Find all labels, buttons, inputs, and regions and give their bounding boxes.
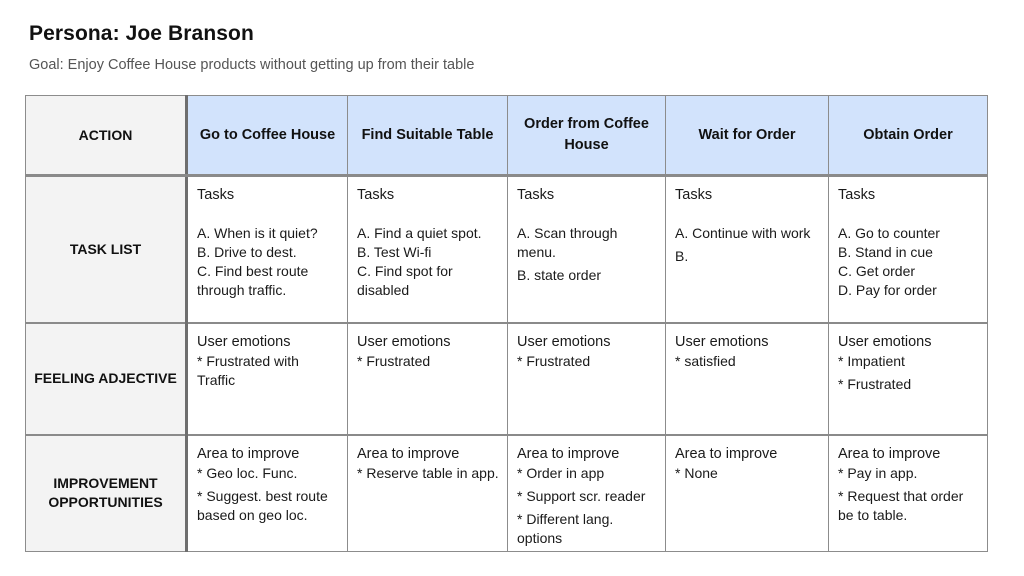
cell-heading: User emotions [357,333,451,350]
cell-heading: User emotions [675,333,769,350]
feeling-cell [829,323,988,435]
improvement-item: * Order in app [517,464,605,481]
task-item: B. Stand in cue [838,244,933,260]
stage-header: Go to Coffee House [187,96,348,176]
task-item: B. [675,248,689,264]
cell-heading: Tasks [675,187,713,203]
improvement-item: * Support scr. reader [517,487,646,504]
task-item: A. Go to counter [838,225,940,241]
feeling-row [26,323,988,435]
feeling-cell [666,323,829,435]
page-title: Persona: Joe Branson [29,22,254,45]
improvement-cell [508,435,666,552]
feeling-item: * Frustrated [517,352,591,369]
task-item: D. Pay for order [838,282,937,298]
task-item: A. Scan through menu. [517,225,618,260]
task-item: B. state order [517,267,602,283]
cell-heading: Area to improve [675,445,778,462]
feeling-item: * Frustrated with Traffic [197,352,299,388]
cell-heading: Area to improve [357,445,460,462]
task-list-row [26,176,988,323]
feeling-cell [508,323,666,435]
task-item: C. Get order [838,263,916,279]
task-item: B. Test Wi-fi [357,244,432,260]
action-row [26,96,988,176]
task-cell [508,176,666,323]
task-cell [348,176,508,323]
cell-heading: User emotions [517,333,611,350]
row-header-feeling: FEELING ADJECTIVE [26,323,187,435]
improvement-cell [187,435,348,552]
improvement-cell [829,435,988,552]
improvement-item: * None [675,464,718,481]
improvement-cell [348,435,508,552]
task-item: A. Continue with work [675,225,811,241]
cell-heading: Tasks [838,187,876,203]
improvement-item: * Different lang. options [517,510,614,546]
improvement-item: * Geo loc. Func. [197,464,298,481]
feeling-item: * Frustrated [838,375,912,392]
feeling-cell [348,323,508,435]
journey-map-table [25,95,988,552]
task-cell [666,176,829,323]
stage-header: Wait for Order [666,96,829,176]
improvement-cell [666,435,829,552]
row-header-task-list: TASK LIST [26,176,187,323]
feeling-cell [187,323,348,435]
cell-heading: Tasks [517,187,555,203]
task-item: B. Drive to dest. [197,244,297,260]
feeling-item: * satisfied [675,352,736,369]
task-item: C. Find spot for disabled [357,263,453,298]
improvement-item: * Reserve table in app. [357,464,499,481]
cell-heading: User emotions [197,333,291,350]
feeling-item: * Frustrated [357,352,431,369]
improvement-item: * Suggest. best route based on geo loc. [197,487,328,523]
task-item: A. When is it quiet? [197,225,318,241]
cell-heading: User emotions [838,333,932,350]
stage-header: Order from Coffee House [508,96,666,176]
improvement-item: * Pay in app. [838,464,918,481]
cell-heading: Area to improve [197,445,300,462]
cell-heading: Area to improve [517,445,620,462]
improvement-item: * Request that order be to table. [838,487,964,523]
task-cell [829,176,988,323]
row-header-improvement: IMPROVEMENT OPPORTUNITIES [26,435,187,552]
cell-heading: Tasks [197,187,235,203]
cell-heading: Tasks [357,187,395,203]
feeling-item: * Impatient [838,352,905,369]
task-item: A. Find a quiet spot. [357,225,482,241]
task-cell [187,176,348,323]
row-header-action: ACTION [26,96,187,176]
task-item: C. Find best route through traffic. [197,263,309,298]
stage-header: Find Suitable Table [348,96,508,176]
cell-heading: Area to improve [838,445,941,462]
stage-header: Obtain Order [829,96,988,176]
persona-goal: Goal: Enjoy Coffee House products without getting up from their table [29,57,475,73]
improvement-row [26,435,988,552]
